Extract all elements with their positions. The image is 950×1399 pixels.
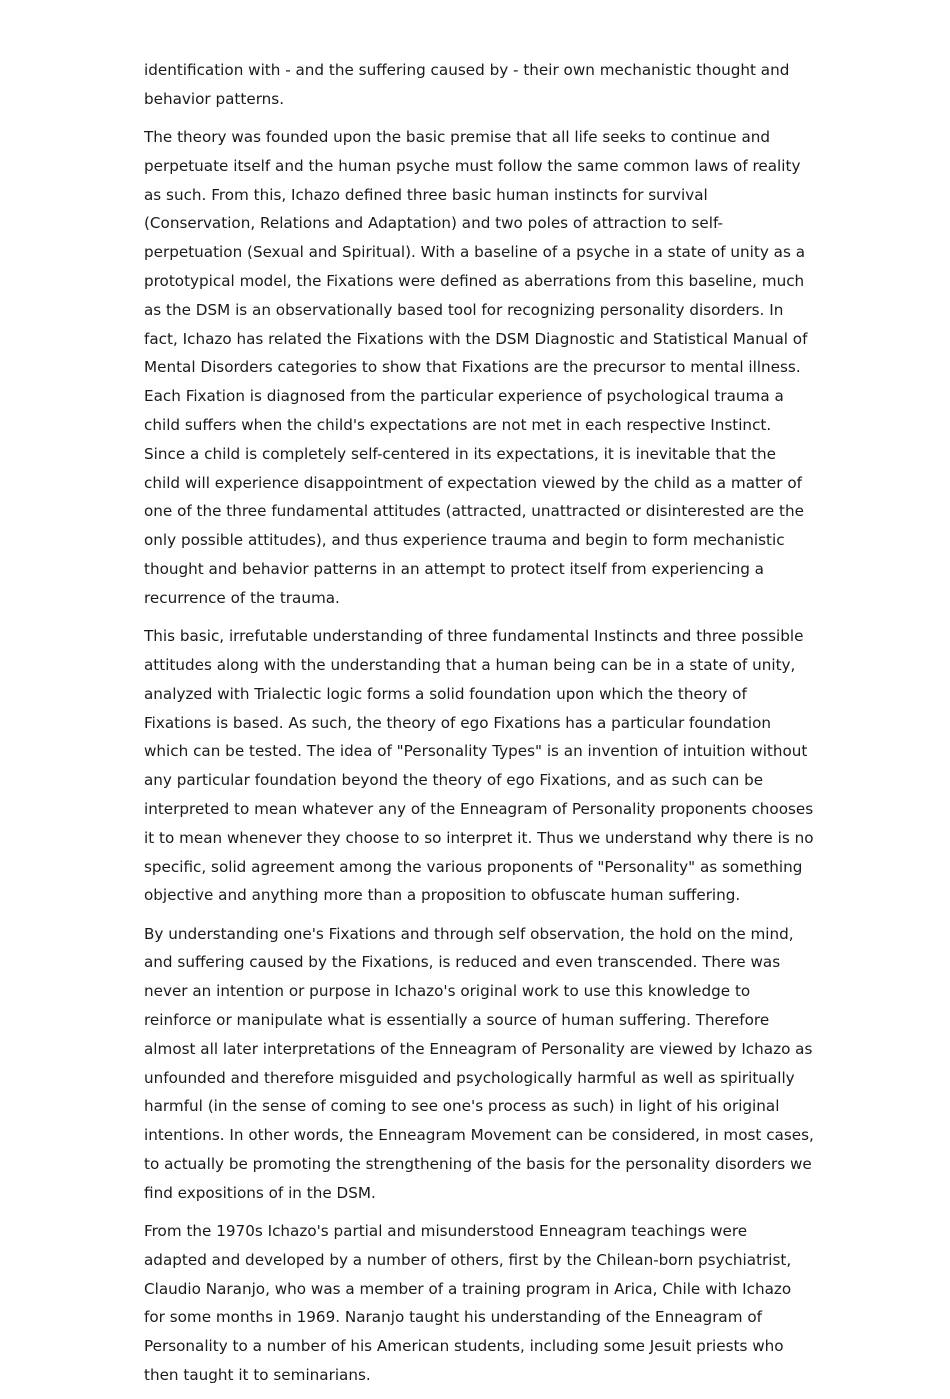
- paragraph-continuation: identification with - and the suffering caused by - their own mechanistic thought and behavior patterns.: [144, 61, 790, 108]
- paragraph-instincts-attitudes: This basic, irrefutable understanding of three fundamental Instincts and three possible attitudes along with the understanding that a human being can be in a state of unity, analyzed with Trialectic logic forms a solid foundation upon which the theory of Fixations is based. As such, the theory of ego Fixations has a particular foundation which can be tested. The idea of "Personality Types" is an invention of intuition without any particular foundation beyond the theory of ego Fixations, and as such can be interpreted to mean whatever any of the Enneagram of Personality proponents chooses it to mean whenever they choose to so interpret it. Thus we understand why there is no specific, solid agreement among the various proponents of "Personality" as something objective and anything more than a proposition to obfuscate human suffering.: [144, 627, 814, 905]
- paragraph-theory-premise: The theory was founded upon the basic premise that all life seeks to continue and perpetuate itself and the human psyche must follow the same common laws of reality as such. From this, Ichazo defined three basic human instincts for survival (Conservation, Relations and Adaptation) and two poles of attraction to self-perpetuation (Sexual and Spiritual). With a baseline of a psyche in a state of unity as a prototypical model, the Fixations were defined as aberrations from this baseline, much as the DSM is an observationally based tool for recognizing personality disorders. In fact, Ichazo has related the Fixations with the DSM Diagnostic and Statistical Manual of Mental Disorders categories to show that Fixations are the precursor to mental illness. Each Fixation is diagnosed from the particular experience of psychological trauma a child suffers when the child's expectations are not met in each respective Instinct. Since a child is completely self-centered in its expectations, it is inevitable that the child will experience disappointment of expectation viewed by the child as a matter of one of the three fundamental attitudes (attracted, unattracted or disinterested are the only possible attitudes), and thus experience trauma and begin to form mechanistic thought and behavior patterns in an attempt to protect itself from experiencing a recurrence of the trauma.: [144, 128, 808, 607]
- document-page: [144, 56, 814, 1399]
- paragraph-naranjo-history: From the 1970s Ichazo's partial and misunderstood Enneagram teachings were adapted and developed by a number of others, first by the Chilean-born psychiatrist, Claudio Naranjo, who was a member of a training program in Arica, Chile with Ichazo for some months in 1969. Naranjo taught his understanding of the Enneagram of Personality to a number of his American students, including some Jesuit priests who then taught it to seminarians.: [144, 1222, 792, 1385]
- paragraph-self-observation: By understanding one's Fixations and through self observation, the hold on the mind, and suffering caused by the Fixations, is reduced and even transcended. There was never an intention or purpose in Ichazo's original work to use this knowledge to reinforce or manipulate what is essentially a source of human suffering. Therefore almost all later interpretations of the Enneagram of Personality are viewed by Ichazo as unfounded and therefore misguided and psychologically harmful as well as spiritually harmful (in the sense of coming to see one's process as such) in light of his original intentions. In other words, the Enneagram Movement can be considered, in most cases, to actually be promoting the strengthening of the basis for the personality disorders we find expositions of in the DSM.: [144, 924, 814, 1202]
